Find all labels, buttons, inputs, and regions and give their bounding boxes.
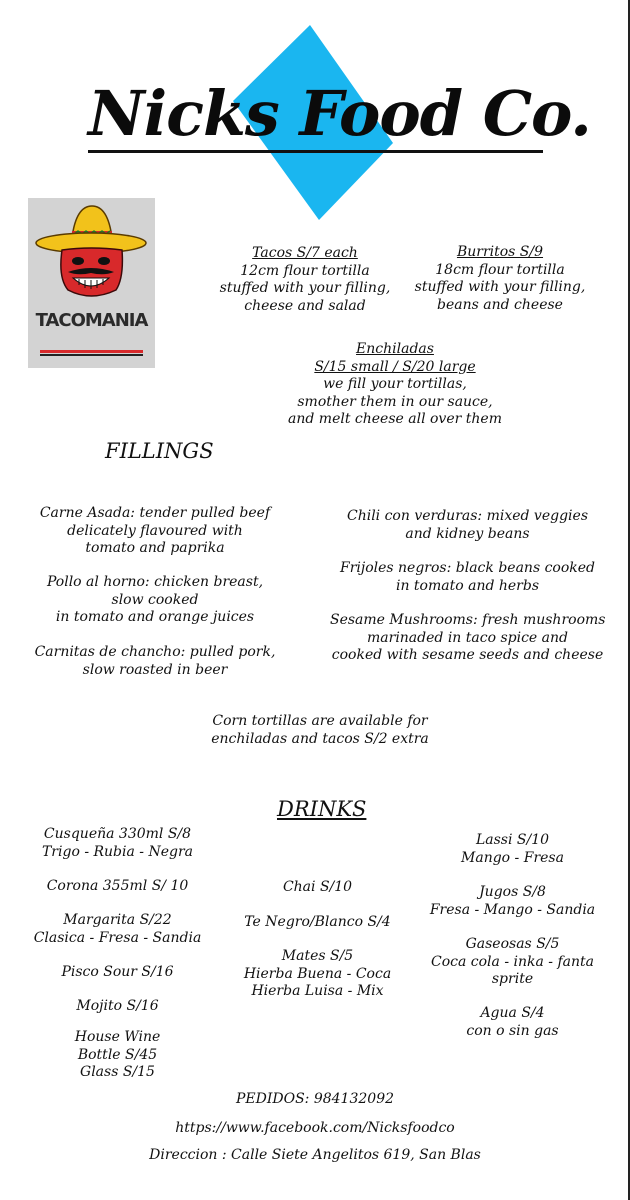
drink-line: Clasica - Fresa - Sandia: [33, 929, 202, 946]
note-line: Corn tortillas are available for: [212, 713, 428, 729]
drink-line: Jugos S/8: [479, 884, 546, 900]
drink-line: Trigo - Rubia - Negra: [41, 843, 194, 860]
tacomania-logo: [28, 198, 155, 368]
drink-line: Pisco Sour S/16: [61, 964, 174, 980]
drink-item: [220, 879, 415, 897]
drinks-heading: DRINKS: [277, 797, 367, 821]
enchiladas-block: [285, 341, 505, 429]
filling-line: and kidney beans: [405, 525, 530, 542]
logo-wordmark: TACOMANIA: [35, 310, 148, 331]
burritos-heading: Burritos S/9: [456, 244, 544, 260]
drink-line: Hierba Luisa - Mix: [251, 983, 384, 999]
drink-line: Agua S/4: [480, 1005, 545, 1021]
sombrero-face-icon: [28, 198, 155, 368]
filling-line: Pollo al horno: chicken breast,: [46, 574, 264, 590]
corn-tortilla-note: [190, 713, 450, 748]
drink-line: Te Negro/Blanco S/4: [244, 914, 391, 930]
facebook-link[interactable]: https://www.facebook.com/Nicksfoodco: [175, 1120, 455, 1136]
filling-line: delicately flavoured with: [67, 522, 243, 539]
drink-item: [415, 832, 610, 867]
drink-item: [20, 964, 215, 982]
burritos-line: stuffed with your filling,: [414, 279, 586, 295]
fillings-heading: FILLINGS: [105, 439, 214, 463]
drink-line: sprite: [491, 971, 534, 987]
orders-phone: PEDIDOS: 984132092: [235, 1091, 395, 1107]
drink-line: Bottle S/45: [77, 1046, 158, 1063]
tacos-heading: Tacos S/7 each: [252, 245, 358, 261]
drink-line: Chai S/10: [282, 879, 353, 895]
drink-line: Hierba Buena - Coca: [243, 965, 392, 982]
filling-item: [30, 644, 280, 679]
filling-line: tomato and paprika: [85, 540, 225, 556]
enchiladas-line: and melt cheese all over them: [288, 411, 502, 427]
drink-item: [20, 826, 215, 861]
enchiladas-heading: Enchiladas: [356, 341, 434, 357]
drink-line: Mojito S/16: [76, 998, 159, 1014]
filling-line: in tomato and herbs: [395, 577, 540, 594]
drink-line: Cusqueña 330ml S/8: [43, 826, 192, 842]
drink-line: Lassi S/10: [475, 832, 550, 848]
title-underline: [88, 150, 543, 153]
filling-line: slow roasted in beer: [82, 661, 228, 678]
drink-line: Gaseosas S/5: [465, 936, 560, 952]
drink-line: House Wine: [74, 1029, 161, 1045]
enchiladas-price: S/15 small / S/20 large: [314, 358, 476, 375]
filling-item: [330, 612, 605, 665]
filling-item: [330, 560, 605, 595]
drink-line: con o sin gas: [466, 1022, 559, 1039]
filling-item: [330, 508, 605, 543]
note-line: enchiladas and tacos S/2 extra: [211, 730, 429, 747]
drink-line: Glass S/15: [80, 1064, 155, 1080]
drink-item: [415, 1005, 610, 1040]
filling-line: slow cooked: [111, 591, 199, 608]
drink-item: [20, 878, 215, 896]
filling-line: in tomato and orange juices: [55, 609, 255, 625]
restaurant-title: Nicks Food Co.: [88, 77, 591, 150]
drink-item: [20, 912, 215, 947]
burritos-line: 18cm flour tortilla: [435, 261, 565, 278]
filling-line: Chili con verduras: mixed veggies: [346, 508, 588, 524]
tacos-line: cheese and salad: [244, 297, 366, 314]
enchiladas-line: smother them in our sauce,: [297, 393, 493, 410]
filling-item: [30, 574, 280, 627]
filling-item: [30, 505, 280, 558]
drink-item: [20, 998, 215, 1016]
enchiladas-line: we fill your tortillas,: [323, 376, 467, 392]
drink-item: [415, 936, 610, 989]
filling-line: cooked with sesame seeds and cheese: [331, 647, 604, 663]
address: Direccion : Calle Siete Angelitos 619, San Blas: [149, 1147, 481, 1163]
burritos-block: [405, 244, 595, 314]
filling-line: Carnitas de chancho: pulled pork,: [34, 644, 276, 660]
drink-item: [220, 948, 415, 1001]
burritos-line: beans and cheese: [437, 296, 563, 313]
drink-item: [220, 914, 415, 932]
filling-line: Carne Asada: tender pulled beef: [39, 505, 271, 521]
filling-line: Sesame Mushrooms: fresh mushrooms: [330, 612, 606, 628]
drink-line: Margarita S/22: [63, 912, 172, 928]
drink-line: Corona 355ml S/ 10: [46, 878, 189, 894]
tacos-line: 12cm flour tortilla: [240, 262, 370, 279]
drink-item: [415, 884, 610, 919]
drink-line: Fresa - Mango - Sandia: [429, 901, 596, 918]
tacos-block: [210, 245, 400, 315]
drink-line: Coca cola - inka - fanta: [431, 953, 594, 970]
filling-line: marinaded in taco spice and: [367, 629, 568, 646]
drink-line: Mates S/5: [281, 948, 354, 964]
filling-line: Frijoles negros: black beans cooked: [339, 560, 596, 576]
tacos-line: stuffed with your filling,: [219, 280, 391, 296]
drink-line: Mango - Fresa: [461, 849, 564, 866]
drink-item: [20, 1029, 215, 1082]
